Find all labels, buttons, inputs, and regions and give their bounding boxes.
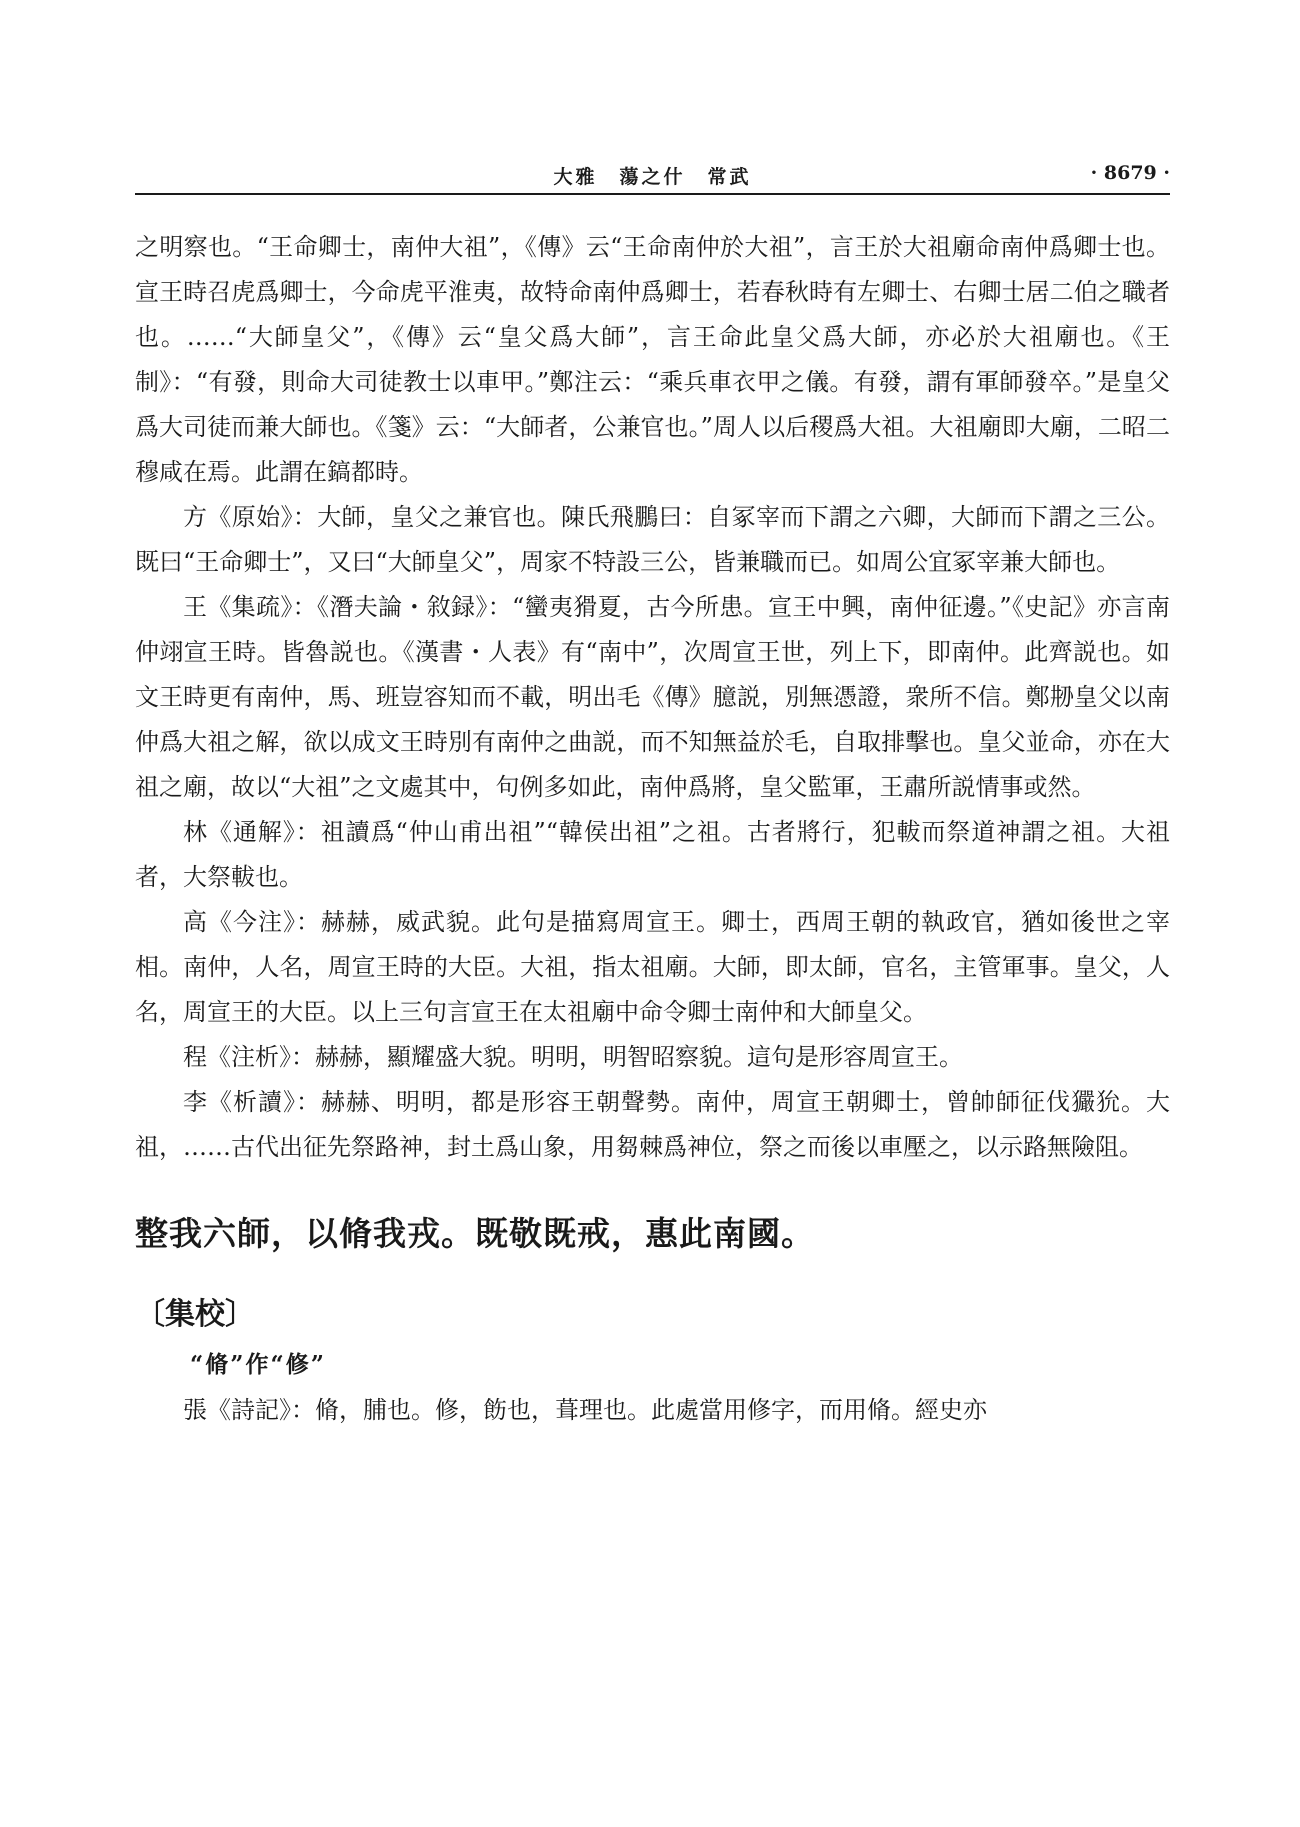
paragraph-cheng-zhuxi: 程《注析》：赫赫，顯耀盛大貌。明明，明智昭察貌。這句是形容周宣王。 xyxy=(183,1043,963,1071)
paragraph-fang-yuanshi: 方《原始》：大師，皇父之兼官也。陳氏飛鵬曰：自冢宰而下謂之六卿，大師而下謂之三公。既曰“王命卿士”，又曰“大師皇父”，周家不特設三公，皆兼職而已。如周公宜冢宰兼大師也。 xyxy=(135,503,1170,576)
header-rule xyxy=(135,193,1170,195)
variant-note: “脩”作“修” xyxy=(190,1351,326,1378)
paragraph-wang-jishu: 王《集疏》：《潛夫論・敘録》：“蠻夷猾夏，古今所患。宣王中興，南仲征邊。”《史記》亦言南仲翊宣王時。皆魯説也。《漢書・人表》有“南中”，次周宣王世，列上下，即南仲。此齊説也。如文王時更有南仲，馬、班豈容知而不載，明出毛《傳》臆説，別無憑證，衆所不信。鄭刱皇父以南仲爲大祖之解，欲以成文王時別有南仲之曲説，而不知無益於毛，自取排擊也。皇父並命，亦在大祖之廟，故以“大祖”之文處其中，句例多如此，南仲爲將，皇父監軍，王肅所説情事或然。 xyxy=(135,593,1170,801)
verse-line: 整我六師，以脩我戎。既敬既戒，惠此南國。 xyxy=(135,1214,815,1253)
paragraph-zhang-shiji: 張《詩記》：脩，脯也。修，飭也，葺理也。此處當用修字，而用脩。經史亦 xyxy=(183,1396,987,1424)
running-header xyxy=(135,160,1170,190)
body-text xyxy=(135,225,1170,1433)
paragraph-li-xidu: 李《析讀》：赫赫、明明，都是形容王朝聲勢。南仲，周宣王朝卿士，曾帥師征伐玁狁。大祖，……古代出征先祭路神，封土爲山象，用芻棘爲神位，祭之而後以車壓之，以示路無險阻。 xyxy=(135,1088,1170,1161)
section-label: 〔集校〕 xyxy=(135,1297,255,1332)
paragraph-gao-jinzhu: 高《今注》：赫赫，威武貌。此句是描寫周宣王。卿士，西周王朝的執政官，猶如後世之宰相。南仲，人名，周宣王時的大臣。大祖，指太祖廟。大師，即太師，官名，主管軍事。皇父，人名，周宣王的大臣。以上三句言宣王在太祖廟中命令卿士南仲和大師皇父。 xyxy=(135,908,1170,1026)
running-title: 大雅 蕩之什 常武 xyxy=(553,166,752,188)
paragraph-lin-tongjie: 林《通解》：祖讀爲“仲山甫出祖”“韓侯出祖”之祖。古者將行，犯軷而祭道神謂之祖。大祖者，大祭軷也。 xyxy=(135,818,1170,891)
page-number: · 8679 · xyxy=(1090,162,1170,184)
paragraph-continued: 之明察也。“王命卿士，南仲大祖”，《傳》云“王命南仲於大祖”，言王於大祖廟命南仲爲卿士也。宣王時召虎爲卿士，今命虎平淮夷，故特命南仲爲卿士，若春秋時有左卿士、右卿士居二伯之職者也。……“大師皇父”，《傳》云“皇父爲大師”，言王命此皇父爲大師，亦必於大祖廟也。《王制》：“有發，則命大司徒教士以車甲。”鄭注云：“乘兵車衣甲之儀。有發，謂有軍師發卒。”是皇父爲大司徒而兼大師也。《箋》云：“大師者，公兼官也。”周人以后稷爲大祖。大祖廟即大廟，二昭二穆咸在焉。此謂在鎬都時。 xyxy=(135,233,1170,486)
